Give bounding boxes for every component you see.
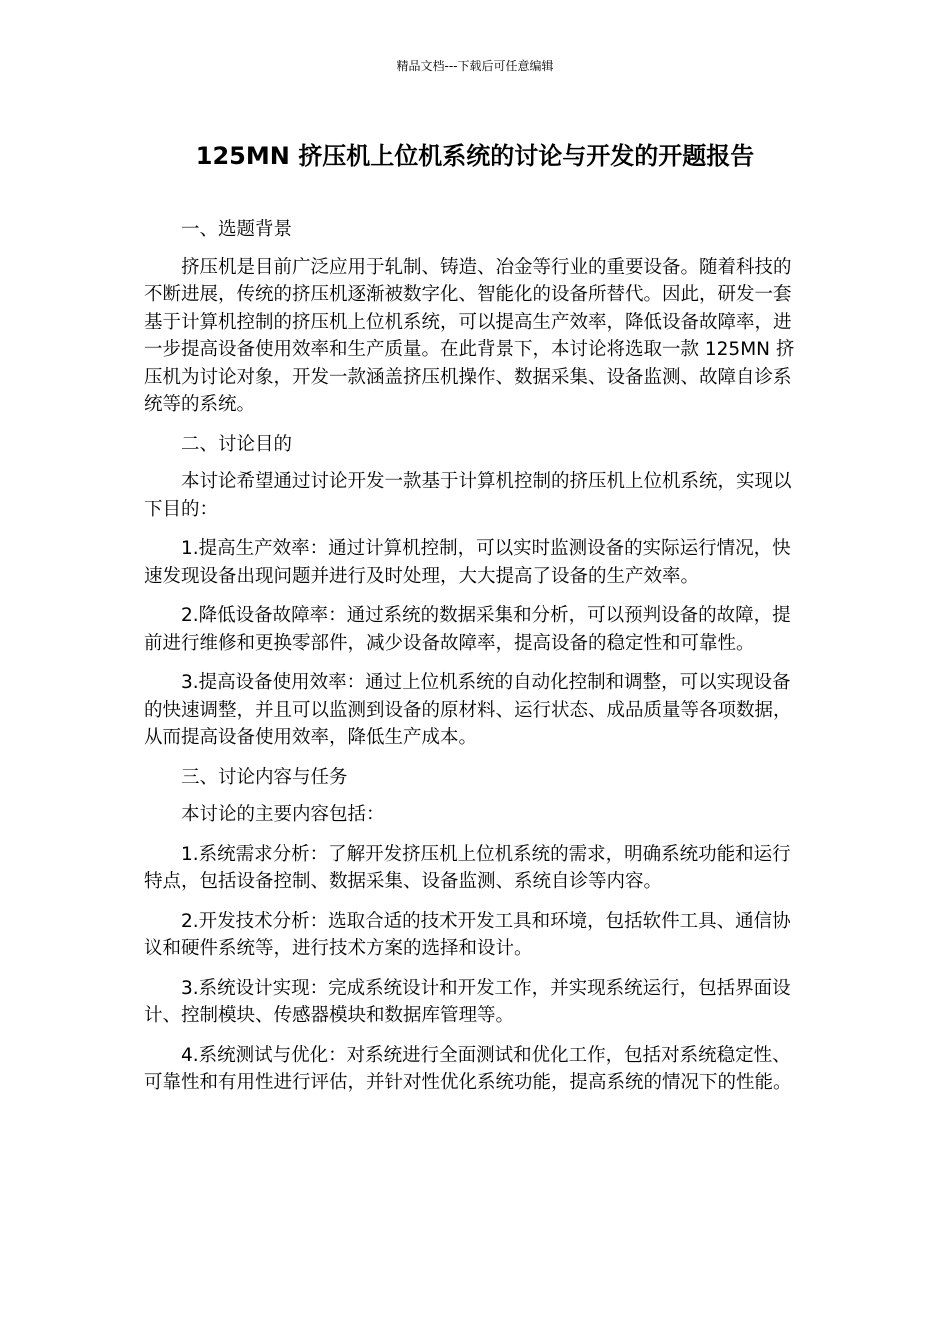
list-item-content-2: 2.开发技术分析：选取合适的技术开发工具和环境，包括软件工具、通信协议和硬件系统等，进行技术方案的选择和设计。 bbox=[144, 910, 791, 959]
list-item-purpose-1: 1.提高生产效率：通过计算机控制，可以实时监测设备的实际运行情况，快速发现设备出现问题并进行及时处理，大大提高了设备的生产效率。 bbox=[144, 538, 791, 587]
header-note: 精品文档---下载后可任意编辑 bbox=[396, 59, 554, 73]
paragraph-content-intro: 本讨论的主要内容包括： bbox=[181, 804, 385, 825]
paragraph-background: 挤压机是目前广泛应用于轧制、铸造、冶金等行业的重要设备。随着科技的不断进展，传统的挤压机逐渐被数字化、智能化的设备所替代。因此，研发一套基于计算机控制的挤压机上位机系统，可以提高生产效率，降低设备故障率，进一步提高设备使用效率和生产质量。在此背景下，本讨论将选取一款 125MN 挤压机为讨论对象，开发一款涵盖挤压机操作、数据采集、设备监测、故障自诊系统等的系统。 bbox=[144, 256, 795, 415]
section-heading-content: 三、讨论内容与任务 bbox=[181, 766, 348, 788]
list-item-content-4: 4.系统测试与优化：对系统进行全面测试和优化工作，包括对系统稳定性、可靠性和有用性进行评估，并针对性优化系统功能，提高系统的情况下的性能。 bbox=[144, 1044, 792, 1093]
document-body bbox=[144, 216, 809, 1109]
section-heading-background: 一、选题背景 bbox=[181, 219, 293, 240]
paragraph-purpose-intro: 本讨论希望通过讨论开发一款基于计算机控制的挤压机上位机系统，实现以下目的： bbox=[144, 471, 792, 520]
list-item-purpose-3: 3.提高设备使用效率：通过上位机系统的自动化控制和调整，可以实现设备的快速调整，并且可以监测到设备的原材料、运行状态、成品质量等各项数据，从而提高设备使用效率，降低生产成本。 bbox=[144, 672, 792, 748]
list-item-content-3: 3.系统设计实现：完成系统设计和开发工作，并实现系统运行，包括界面设计、控制模块、传感器模块和数据库管理等。 bbox=[144, 977, 791, 1026]
section-heading-purpose: 二、讨论目的 bbox=[181, 433, 293, 455]
list-item-content-1: 1.系统需求分析：了解开发挤压机上位机系统的需求，明确系统功能和运行特点，包括设备控制、数据采集、设备监测、系统自诊等内容。 bbox=[144, 843, 791, 892]
document-title: 125MN 挤压机上位机系统的讨论与开发的开题报告 bbox=[195, 142, 755, 170]
list-item-purpose-2: 2.降低设备故障率：通过系统的数据采集和分析，可以预判设备的故障，提前进行维修和更换零部件，减少设备故障率，提高设备的稳定性和可靠性。 bbox=[144, 605, 791, 654]
